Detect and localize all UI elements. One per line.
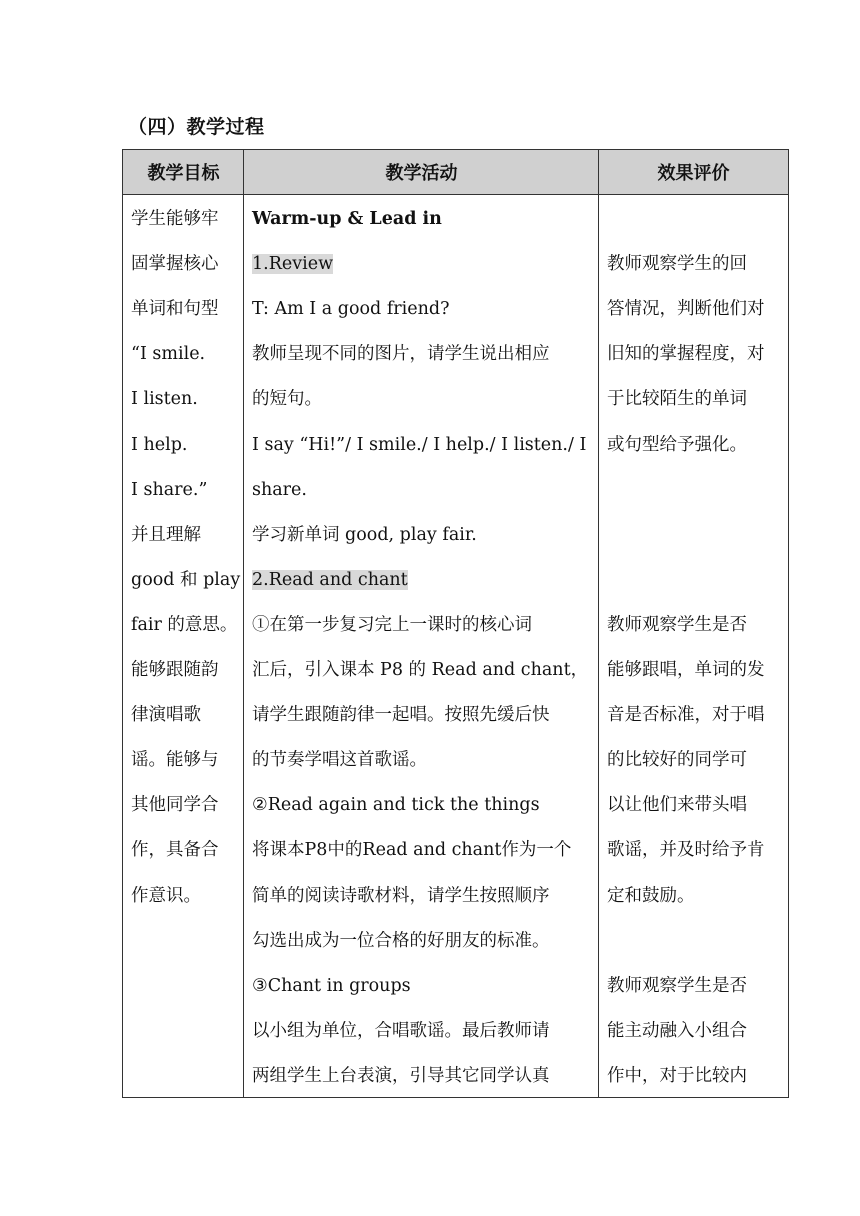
column-divider [243, 150, 244, 1097]
evaluation-line [607, 974, 747, 998]
evaluation-line-text: 教师观察学生是否 [607, 975, 747, 996]
evaluation-line [607, 387, 747, 411]
evaluation-line [607, 703, 765, 727]
header-goal: 教学目标 [123, 150, 244, 195]
goal-line [131, 613, 237, 637]
activity-line [252, 387, 322, 411]
activity-line-text: 的节奏学唱这首歌谣。 [252, 750, 427, 771]
activity-line [252, 658, 588, 682]
evaluation-line-text: 能够跟唱，单词的发 [607, 660, 765, 680]
activity-line [252, 1064, 550, 1088]
activity-line [252, 1019, 550, 1043]
header-evaluation: 效果评价 [599, 150, 788, 195]
activity-line-text: 勾选出成为一位合格的好朋友的标准。 [252, 930, 550, 951]
activity-line [252, 793, 540, 817]
activity-line [252, 884, 550, 908]
section-heading: （四）教学过程 [128, 116, 265, 138]
goal-line-text: good 和 play [131, 569, 241, 590]
goal-line-text: I help. [131, 434, 188, 455]
evaluation-line-text: 或句型给予强化。 [607, 434, 747, 455]
evaluation-line [607, 342, 765, 366]
evaluation-line-text: 的比较好的同学可 [607, 750, 747, 771]
activity-line-text: 的短句。 [252, 389, 322, 410]
activity-line [252, 342, 550, 366]
goal-line [131, 793, 219, 817]
evaluation-line-text: 作中，对于比较内 [607, 1065, 747, 1086]
goal-line-text: 固掌握核心 [131, 254, 219, 275]
evaluation-line [607, 1064, 747, 1088]
activity-line-text: Warm-up & Lead in [252, 209, 442, 229]
activity-line [252, 297, 449, 321]
goal-line-text: “I smile. [131, 344, 206, 365]
goal-line [131, 658, 219, 682]
activity-line-text: 汇后，引入课本 P8 的 Read and chant， [252, 660, 589, 680]
activity-line [252, 568, 408, 592]
activity-line [252, 974, 411, 998]
evaluation-line-text: 以让他们来带头唱 [607, 795, 747, 816]
activity-line [252, 748, 427, 772]
activity-line-text: ①在第一步复习完上一课时的核心词 [252, 614, 532, 635]
goal-line-text: I share.” [131, 479, 208, 500]
goal-line-text: I listen. [131, 389, 198, 410]
goal-line [131, 523, 201, 547]
activity-line-text: 学习新单词 good, play fair. [252, 524, 477, 545]
goal-line [131, 748, 219, 772]
goal-line-text: 学生能够牢 [131, 209, 219, 229]
evaluation-line-text: 教师观察学生是否 [607, 614, 747, 635]
goal-line-text: 单词和句型 [131, 299, 219, 320]
evaluation-line-text: 旧知的掌握程度，对 [607, 344, 765, 365]
goal-line-text: 律演唱歌 [131, 705, 201, 726]
goal-line-text: 其他同学合 [131, 795, 219, 816]
goal-line [131, 387, 198, 411]
evaluation-line-text: 教师观察学生的回 [607, 254, 747, 275]
activity-line-text: 1.Review [252, 254, 334, 275]
activity-line [252, 433, 586, 457]
activity-line [252, 703, 550, 727]
goal-line [131, 703, 201, 727]
goal-line [131, 342, 205, 366]
goal-line [131, 478, 207, 502]
activity-line-text: 两组学生上台表演，引导其它同学认真 [252, 1065, 550, 1086]
activity-line-text: ③Chant in groups [252, 975, 411, 996]
activity-line [252, 252, 333, 276]
activity-line-text: I say “Hi!”/ I smile./ I help./ I listen./ I [252, 434, 587, 455]
activity-line [252, 838, 571, 862]
goal-line [131, 433, 187, 457]
evaluation-line [607, 252, 747, 276]
goal-line-text: 并且理解 [131, 524, 201, 545]
evaluation-line [607, 1019, 747, 1043]
goal-line [131, 838, 219, 862]
evaluation-line-text: 歌谣，并及时给予肯 [607, 840, 765, 861]
evaluation-line [607, 793, 747, 817]
activity-line-text: share. [252, 479, 307, 500]
evaluation-line [607, 658, 765, 682]
header-activity: 教学活动 [244, 150, 599, 195]
evaluation-line-text: 于比较陌生的单词 [607, 389, 747, 410]
activity-line [252, 207, 442, 231]
evaluation-line [607, 884, 695, 908]
activity-line-text: 教师呈现不同的图片，请学生说出相应 [252, 344, 550, 365]
teaching-process-table [122, 149, 789, 1098]
goal-line-text: 谣。能够与 [131, 750, 219, 771]
goal-line-text: 作，具备合 [131, 840, 219, 861]
column-divider [598, 150, 599, 1097]
activity-line-text: 简单的阅读诗歌材料，请学生按照顺序 [252, 885, 550, 906]
evaluation-line-text: 能主动融入小组合 [607, 1020, 747, 1041]
evaluation-line [607, 838, 765, 862]
goal-line-text: 能够跟随韵 [131, 660, 219, 680]
activity-line [252, 929, 550, 953]
evaluation-line-text: 答情况，判断他们对 [607, 299, 765, 320]
goal-line [131, 297, 219, 321]
goal-line-text: fair 的意思。 [131, 614, 238, 635]
evaluation-line-text: 音是否标准，对于唱 [607, 705, 765, 726]
activity-line-text: 请学生跟随韵律一起唱。按照先缓后快 [252, 705, 550, 726]
activity-line-text: 2.Read and chant [252, 569, 408, 590]
activity-line-text: 将课本P8中的Read and chant作为一个 [252, 840, 572, 861]
goal-line [131, 568, 240, 592]
evaluation-line [607, 297, 765, 321]
activity-line-text: ②Read again and tick the things [252, 795, 540, 816]
activity-line [252, 613, 532, 637]
evaluation-line-text: 定和鼓励。 [607, 885, 695, 906]
evaluation-line [607, 613, 747, 637]
evaluation-line [607, 748, 747, 772]
goal-line-text: 作意识。 [131, 885, 201, 906]
goal-line [131, 207, 219, 231]
evaluation-line [607, 433, 747, 457]
activity-line-text: T: Am I a good friend? [252, 299, 450, 320]
goal-line [131, 252, 219, 276]
activity-line [252, 478, 307, 502]
activity-line [252, 523, 477, 547]
goal-line [131, 884, 201, 908]
activity-line-text: 以小组为单位，合唱歌谣。最后教师请 [252, 1020, 550, 1041]
